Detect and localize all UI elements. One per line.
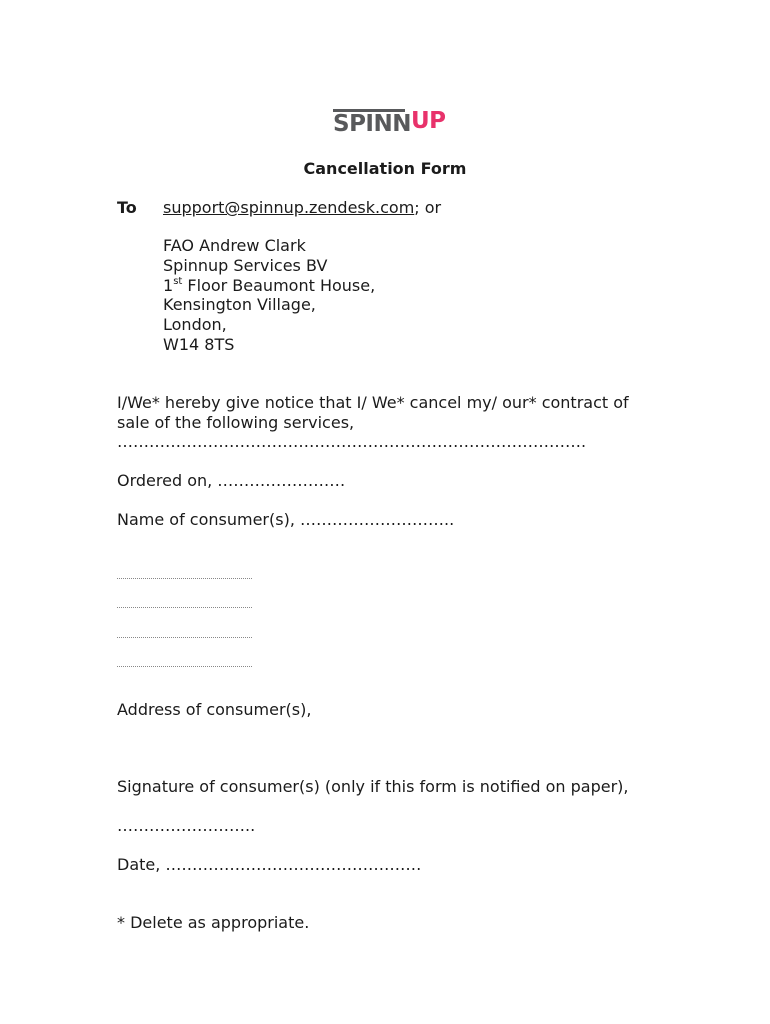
name-dotline-1 bbox=[117, 578, 252, 579]
logo-text-pink: UP bbox=[410, 108, 446, 134]
name-dotline-3 bbox=[117, 637, 252, 638]
name-dotline-2 bbox=[117, 607, 252, 608]
address-line-6: W14 8TS bbox=[163, 335, 235, 354]
to-line bbox=[163, 198, 441, 218]
notice-line-3: ……………………………………………………………………………. bbox=[117, 432, 587, 451]
notice-line-2: sale of the following services, bbox=[117, 413, 355, 432]
address-line-3-sup: st bbox=[173, 275, 183, 287]
name-dotline-4 bbox=[117, 666, 252, 667]
address-line-3-rest: Floor Beaumont House, bbox=[182, 276, 376, 295]
address-line-3 bbox=[163, 276, 375, 296]
to-suffix: ; or bbox=[414, 198, 442, 217]
date-field: Date, ………………………………………… bbox=[117, 855, 422, 874]
address-line-5: London, bbox=[163, 315, 227, 334]
address-line-4: Kensington Village, bbox=[163, 295, 316, 314]
spinnup-logo bbox=[333, 108, 446, 136]
signature-field: Signature of consumer(s) (only if this form is notified on paper), bbox=[117, 777, 629, 796]
address-line-3-ordinal: 1 bbox=[163, 276, 174, 295]
support-email-link[interactable]: support@spinnup.zendesk.com bbox=[163, 198, 415, 217]
name-of-consumers-field: Name of consumer(s), ……………………….. bbox=[117, 510, 455, 529]
ordered-on-field: Ordered on, …………………… bbox=[117, 471, 346, 490]
address-line-1: FAO Andrew Clark bbox=[163, 236, 306, 255]
logo-text-gray: SPINN bbox=[333, 111, 411, 137]
footnote: * Delete as appropriate. bbox=[117, 913, 310, 932]
address-line-2: Spinnup Services BV bbox=[163, 256, 328, 275]
signature-dots: …………………….. bbox=[117, 816, 256, 835]
to-label: To bbox=[117, 198, 137, 217]
page-title: Cancellation Form bbox=[303, 159, 467, 178]
notice-line-1: I/We* hereby give notice that I/ We* cancel my/ our* contract of bbox=[117, 393, 629, 412]
address-of-consumers-field: Address of consumer(s), bbox=[117, 700, 312, 719]
